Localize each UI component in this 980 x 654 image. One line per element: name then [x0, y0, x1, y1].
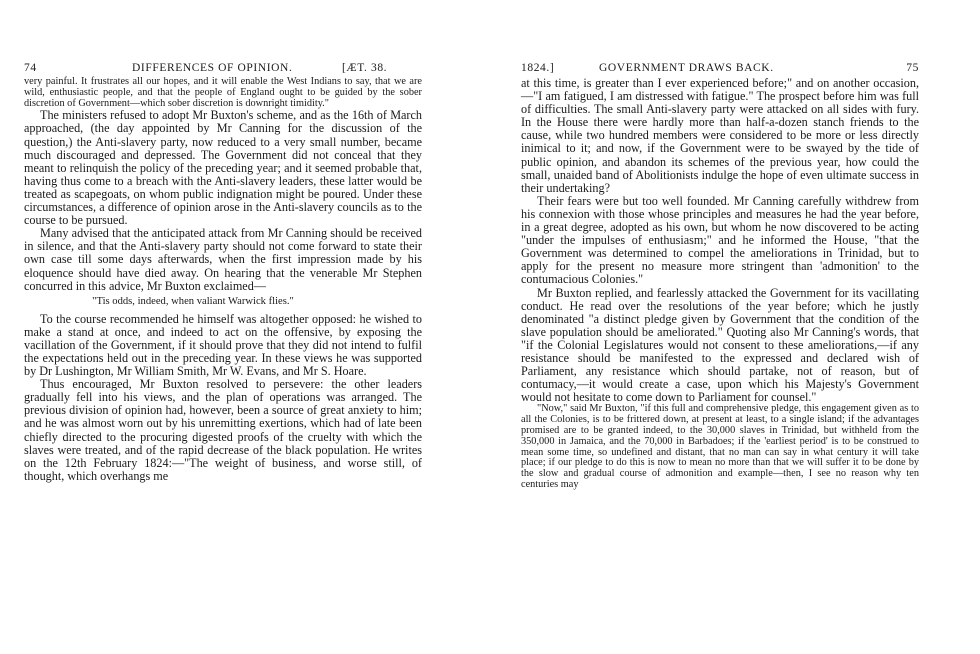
right-running-year: 1824.] — [521, 62, 555, 74]
right-page-header — [521, 62, 919, 76]
paragraph: Their fears were but too well founded. Mr Canning carefully withdrew from his connexion with those whose principles and measures he had the year before, in a great degree, adopted as his own, but whom he now discovered to be acting "under the impulses of enthusiasm;" and he informed the House, "that the Government was determined to compel the ameliorations in Trinidad, but to apply for the present no measure more stringent than 'admonition' to the contumacious Colonies." — [521, 193, 919, 287]
paragraph: Mr Buxton replied, and fearlessly attacked the Government for its vacillating conduct. He read over the resolutions of the year before; which he justly denominated "a distinct pledge given by Government that the condition of the slave population should be ameliorated." Quoting also Mr Canning's words, that "if the Colonial Legislatures would not consent to these ameliorations,—if any resistance should be manifested to the expressed and declared wish of Parliament, any resistance which should partake, not of reason, but of contumacy,—it would create a case, upon which his Majesty's Government would not hesitate to come down to Parliament for counsel." — [521, 285, 919, 405]
left-page-header — [24, 62, 422, 76]
verse-quote: "Tis odds, indeed, when valiant Warwick flies." — [92, 295, 294, 307]
left-page — [24, 62, 422, 483]
quoted-speech: "Now," said Mr Buxton, "if this full and comprehensive pledge, this engagement given as to all the Colonies, is to be frittered down, at present at least, to a single island; if the advantages promised are to be granted indeed, to the 30,000 slaves in Trinidad, but withheld from the 350,000 in Jamaica, and the 70,000 in Barbadoes; if the 'earliest period' is to be construed to mean some time, so undefined and distant, that no man can say in what century it will take place; if our pledge to do this is now to mean no more than that we will suffer it to be done by the slow and gradual course of admonition and example—then, I see no reason why ten centuries may — [521, 403, 919, 490]
right-page-body — [521, 77, 919, 491]
right-page-number: 75 — [906, 62, 919, 74]
right-running-title: GOVERNMENT DRAWS BACK. — [599, 62, 774, 74]
left-page-body — [24, 77, 422, 483]
left-page-number: 74 — [24, 62, 37, 74]
paragraph: Thus encouraged, Mr Buxton resolved to persevere: the other leaders gradually fell into his views, and the plan of operations was arranged. The previous division of opinion had, however, been a source of great anxiety to him; and he was almost worn out by his unremitting exertions, which had of late been chiefly directed to the procuring digested proofs of the cruelty with which the slaves were treated, and of the rapid decrease of the black population. He writes on the 12th February 1824:—"The weight of business, and worse still, of thought, which overhangs me — [24, 377, 422, 483]
right-page — [521, 62, 919, 491]
paragraph: at this time, is greater than I ever experienced before;" and on another occasion,—"I am fatigued, I am distressed with fatigue." The prospect before him was full of difficulties. The small Anti-slavery party were attacked on all sides with fury. In the House there were hardly more than half-a-dozen stanch friends to the cause, while two hundred members were considered to be more or less directly inimical to it; and now, if the Government were to be swayed by the tide of public opinion, and abandon its schemes of the previous year, how could the small, unaided band of Abolitionists indulge the hope of even ultimate success in their undertaking? — [521, 76, 919, 195]
footnote-continuation: very painful. It frustrates all our hopes, and it will enable the West Indians to say, that we are wild, enthusiastic people, and that the people of England ought to be guided by the sober discretion of Government—which sober discretion is downright timidity." — [24, 76, 422, 109]
left-running-subtitle: [ÆT. 38. — [342, 62, 388, 74]
paragraph: To the course recommended he himself was altogether opposed: he wished to make a stand at once, and indeed to act on the offensive, by exposing the vacillation of the Government, if it should prove that they did not intend to fulfil the expectations held out in the preceding year. In these views he was supported by Dr Lushington, Mr William Smith, Mr W. Evans, and Mr S. Hoare. — [24, 311, 422, 379]
paragraph: Many advised that the anticipated attack from Mr Canning should be received in silence, and that the Anti-slavery party should not come forward to state their own case till some days afterwards, when the first impression made by his eloquence should have died away. On hearing that the venerable Mr Stephen concurred in this advice, Mr Buxton exclaimed— — [24, 226, 422, 293]
paragraph: The ministers refused to adopt Mr Buxton's scheme, and as the 16th of March approached, (the day appointed by Mr Canning for the discussion of the question,) the Anti-slavery party, now reduced to a very small number, became much discouraged and depressed. The Government did not conceal that they meant to relinquish the policy of the preceding year; and it seemed probable that, having thus come to a breach with the Anti-slavery leaders, these latter would be treated as scapegoats, on whom public indignation might be poured. Under these circumstances, a difference of opinion arose in the Anti-slavery councils as to the course to be pursued. — [24, 108, 422, 228]
left-running-title: DIFFERENCES OF OPINION. — [132, 62, 293, 74]
